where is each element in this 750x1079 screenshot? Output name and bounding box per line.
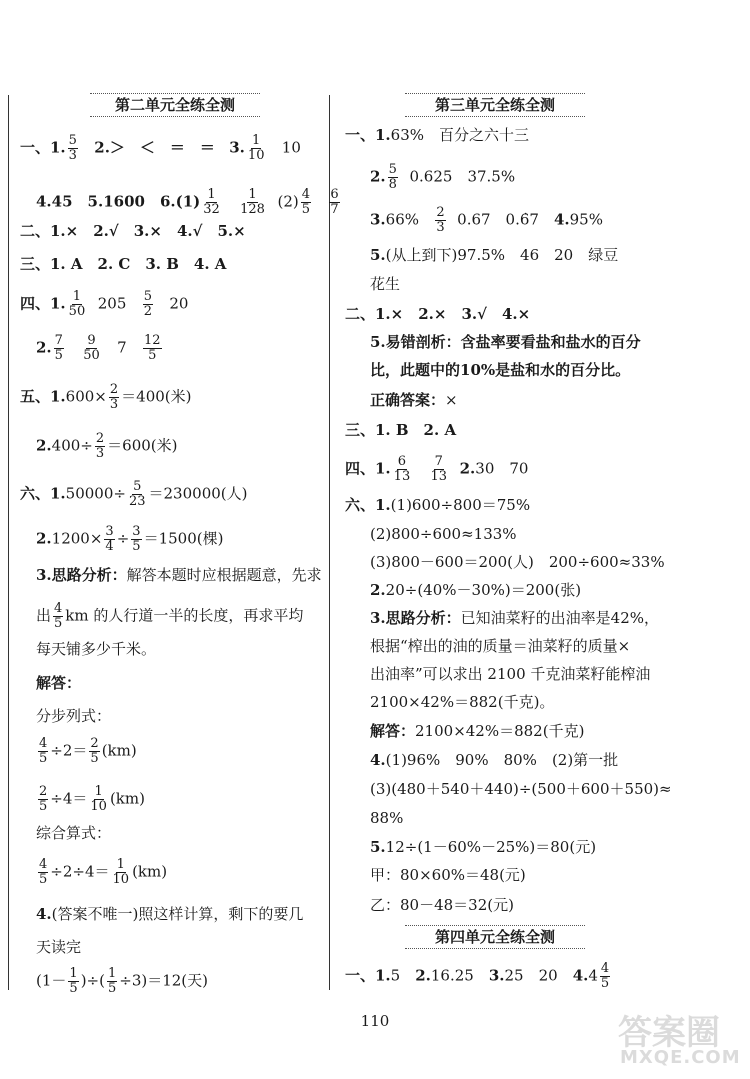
right-line-15: 2.20÷(40%－30%)＝200(张) bbox=[370, 581, 582, 599]
left-line-6: 2. $\frac{7}{5}$ $\frac{9}{50}$ 7 $\frac{12}{5}$ bbox=[36, 333, 161, 363]
right-line-17: 根据“榨出的油的质量＝油菜籽的质量× bbox=[370, 637, 631, 655]
right-line-6: 二、1.× 2.× 3.√ 4.× bbox=[345, 305, 531, 323]
right-line-14: (3)800－600＝200(人) 200÷600≈33% bbox=[370, 553, 665, 571]
left-line-1: 一、1. $\frac{5}{3}$ 2.＞ ＜ ＝ ＝ 3. $\frac{1}{10}$ 10 bbox=[20, 133, 301, 163]
right-line-24: 5.12÷(1－60%－25%)＝80(元) bbox=[370, 838, 597, 856]
left-line-18: 综合算式： bbox=[36, 824, 112, 842]
right-line-3: 3.66% $\frac{2}{3}$ 0.67 0.6̇7 4.95% bbox=[370, 205, 603, 235]
left-line-13: 每天铺多少千米。 bbox=[36, 640, 157, 658]
right-line-8: 比，此题中的10%是盐和水的百分比。 bbox=[370, 361, 631, 379]
left-line-11: 3.思路分析：解答本题时应根据题意，先求 bbox=[36, 566, 322, 584]
left-line-10: 2.1200× $\frac{3}{4}$ ÷ $\frac{3}{5}$ ＝1500(棵) bbox=[36, 524, 224, 554]
right-line-2: 2. $\frac{5}{8}$ 0.625 37.5% bbox=[370, 162, 516, 192]
left-line-15: 分步列式： bbox=[36, 707, 112, 725]
page-number: 110 bbox=[360, 1012, 390, 1030]
right-line-22: (3)(480＋540＋440)÷(500＋600＋550)≈ bbox=[370, 780, 672, 798]
left-line-2: 4.45 5.1600 6.(1) $\frac{1}{32}$ $\frac{1}{128}$ (2) $\frac{4}{5}$ $\frac{6}{7}$ bbox=[36, 187, 339, 217]
left-line-16: $\frac{4}{5}$ ÷2＝ $\frac{2}{5}$ (km) bbox=[39, 736, 137, 766]
left-line-4: 三、1. A 2. C 3. B 4. A bbox=[20, 255, 227, 273]
left-line-5: 四、1. $\frac{1}{50}$ 205 $\frac{5}{2}$ 20 bbox=[20, 289, 189, 319]
left-margin-rule bbox=[8, 95, 9, 990]
right-line-1: 一、1.63% 百分之六十三 bbox=[345, 126, 530, 144]
column-divider bbox=[329, 95, 330, 990]
left-line-12: 出 $\frac{4}{5}$ km 的人行道一半的长度，再求平均 bbox=[36, 601, 304, 631]
right-line-16: 3.思路分析：已知油菜籽的出油率是42%， bbox=[370, 609, 660, 627]
right-line-26: 乙：80－48＝32(元) bbox=[370, 896, 514, 914]
left-line-8: 2.400÷ $\frac{2}{3}$ ＝600(米) bbox=[36, 431, 178, 461]
unit2-header: 第二单元全练全测 bbox=[90, 93, 260, 117]
right-line-27: 一、1.5 2.16.25 3.25 20 4.4 $\frac{4}{5}$ bbox=[345, 961, 610, 991]
unit4-header: 第四单元全练全测 bbox=[405, 925, 585, 949]
left-line-19: $\frac{4}{5}$ ÷2÷4＝ $\frac{1}{10}$ (km) bbox=[39, 857, 168, 887]
right-line-10: 三、1. B 2. A bbox=[345, 421, 457, 439]
right-line-21: 4.(1)96% 90% 80% (2)第一批 bbox=[370, 751, 619, 769]
watermark-text: 答案圈 bbox=[618, 1013, 720, 1053]
unit3-header: 第三单元全练全测 bbox=[405, 93, 585, 117]
left-line-7: 五、1.600× $\frac{2}{3}$ ＝400(米) bbox=[20, 382, 192, 412]
right-line-20: 解答：2100×42%＝882(千克) bbox=[370, 722, 585, 740]
right-line-9: 正确答案：× bbox=[370, 391, 458, 409]
right-line-18: 出油率”可以求出 2100 千克油菜籽能榨油 bbox=[370, 665, 651, 683]
watermark-logo bbox=[614, 1003, 744, 1073]
right-line-7: 5.易错剖析：含盐率要看盐和盐水的百分 bbox=[370, 333, 641, 351]
left-line-22: (1－ $\frac{1}{5}$ )÷( $\frac{1}{5}$ ÷3)＝12(天) bbox=[36, 966, 209, 996]
watermark-url: MXQE.COM bbox=[620, 1047, 741, 1068]
right-line-4: 5.(从上到下)97.5% 46 20 绿豆 bbox=[370, 246, 619, 264]
left-line-9: 六、1.50000÷ $\frac{5}{23}$ ＝230000(人) bbox=[20, 479, 248, 509]
right-line-25: 甲：80×60%＝48(元) bbox=[370, 866, 526, 884]
right-line-23: 88% bbox=[370, 809, 404, 827]
left-line-3: 二、1.× 2.√ 3.× 4.√ 5.× bbox=[20, 222, 246, 240]
fraction: $\frac{5}{3}$ bbox=[68, 133, 77, 163]
left-line-20: 4.(答案不唯一)照这样计算，剩下的要几 bbox=[36, 905, 304, 923]
right-line-5: 花生 bbox=[370, 275, 401, 293]
left-line-21: 天读完 bbox=[36, 938, 82, 956]
right-line-12: 六、1.(1)600÷800＝75% bbox=[345, 496, 531, 514]
right-line-11: 四、1. $\frac{6}{13}$ $\frac{7}{13}$ 2.30 70 bbox=[345, 454, 529, 484]
left-line-17: $\frac{2}{5}$ ÷4＝ $\frac{1}{10}$ (km) bbox=[39, 784, 145, 814]
right-line-13: (2)800÷600≈133% bbox=[370, 525, 517, 543]
right-line-19: 2100×42%＝882(千克)。 bbox=[370, 693, 555, 711]
left-line-14: 解答： bbox=[36, 674, 82, 692]
